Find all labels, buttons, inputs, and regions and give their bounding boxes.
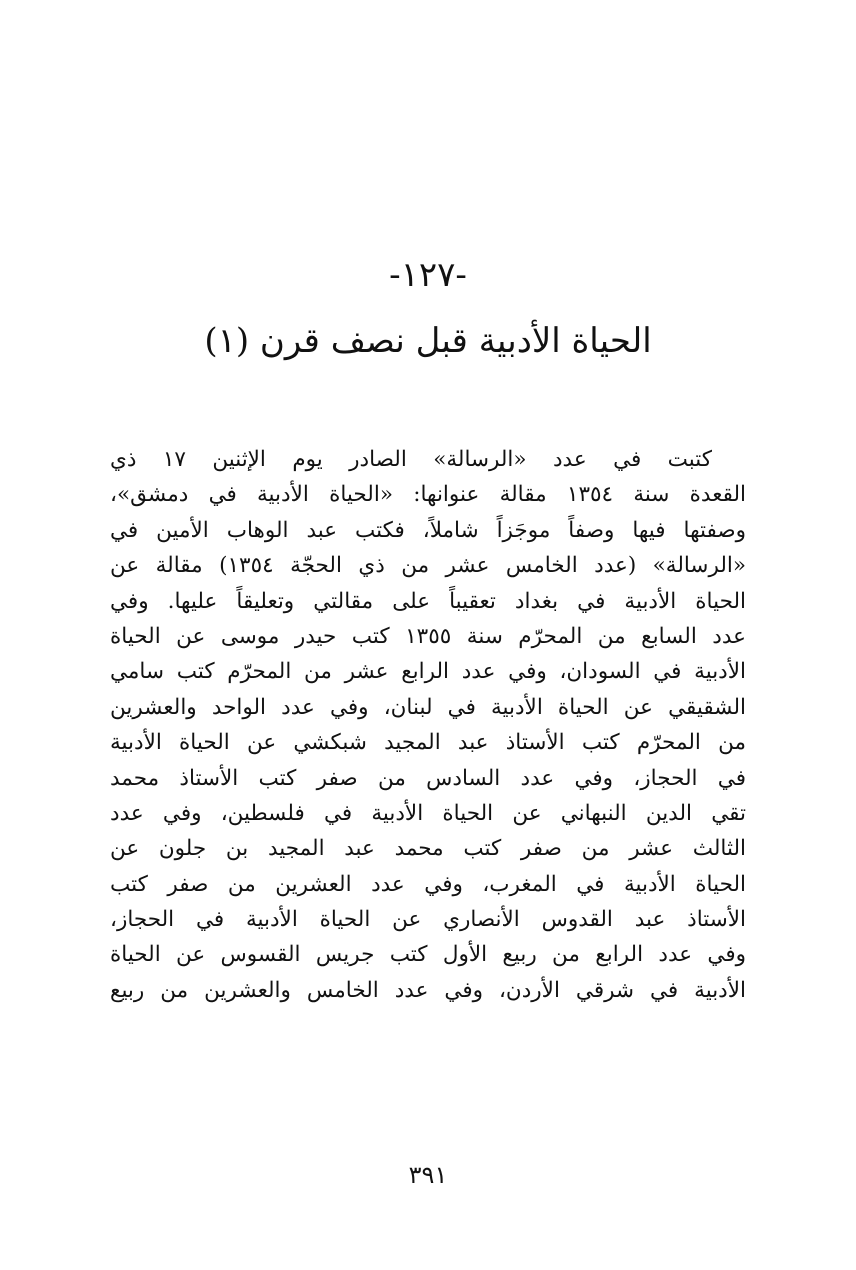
body-line: تقي الدين النبهاني عن الحياة الأدبية في فلسطين، وفي عدد: [110, 800, 746, 826]
chapter-title: الحياة الأدبية قبل نصف قرن (١): [204, 321, 652, 361]
body-line: «الرسالة» (عدد الخامس عشر من ذي الحجّة ١٣٥٤) مقالة عن: [110, 553, 746, 579]
section-number: -١٢٧-: [389, 255, 467, 295]
body-line: كتبت في عدد «الرسالة» الصادر يوم الإثنين ١٧ ذي: [110, 447, 712, 472]
page-number: ٣٩١: [408, 1161, 448, 1189]
body-line: القعدة سنة ١٣٥٤ مقالة عنوانها: «الحياة الأدبية في دمشق»،: [110, 482, 746, 508]
body-line: الحياة الأدبية في بغداد تعقيباً على مقالتي وتعليقاً عليها. وفي: [110, 588, 746, 614]
body-line: الأدبية في السودان، وفي عدد الرابع عشر من المحرّم كتب سامي: [110, 659, 746, 685]
body-line: الأستاذ عبد القدوس الأنصاري عن الحياة الأدبية في الحجاز،: [110, 907, 746, 933]
body-line: وفي عدد الرابع من ربيع الأول كتب جريس القسوس عن الحياة: [110, 942, 746, 968]
body-line: الحياة الأدبية في المغرب، وفي عدد العشرين من صفر كتب: [110, 871, 746, 897]
body-line: عدد السابع من المحرّم سنة ١٣٥٥ كتب حيدر موسى عن الحياة: [110, 623, 746, 649]
body-line: من المحرّم كتب الأستاذ عبد المجيد شبكشي عن الحياة الأدبية: [110, 730, 746, 756]
body-line: الثالث عشر من صفر كتب محمد عبد المجيد بن جلون عن: [110, 836, 746, 862]
body-line: الشقيقي عن الحياة الأدبية في لبنان، وفي عدد الواحد والعشرين: [110, 694, 746, 720]
body-line: في الحجاز، وفي عدد السادس من صفر كتب الأستاذ محمد: [110, 765, 746, 791]
body-line: الأدبية في شرقي الأردن، وفي عدد الخامس والعشرين من ربيع: [110, 977, 746, 1003]
body-paragraph: [110, 442, 746, 1008]
body-line: وصفتها فيها وصفاً موجَزاً شاملاً، فكتب عبد الوهاب الأمين في: [110, 517, 746, 543]
